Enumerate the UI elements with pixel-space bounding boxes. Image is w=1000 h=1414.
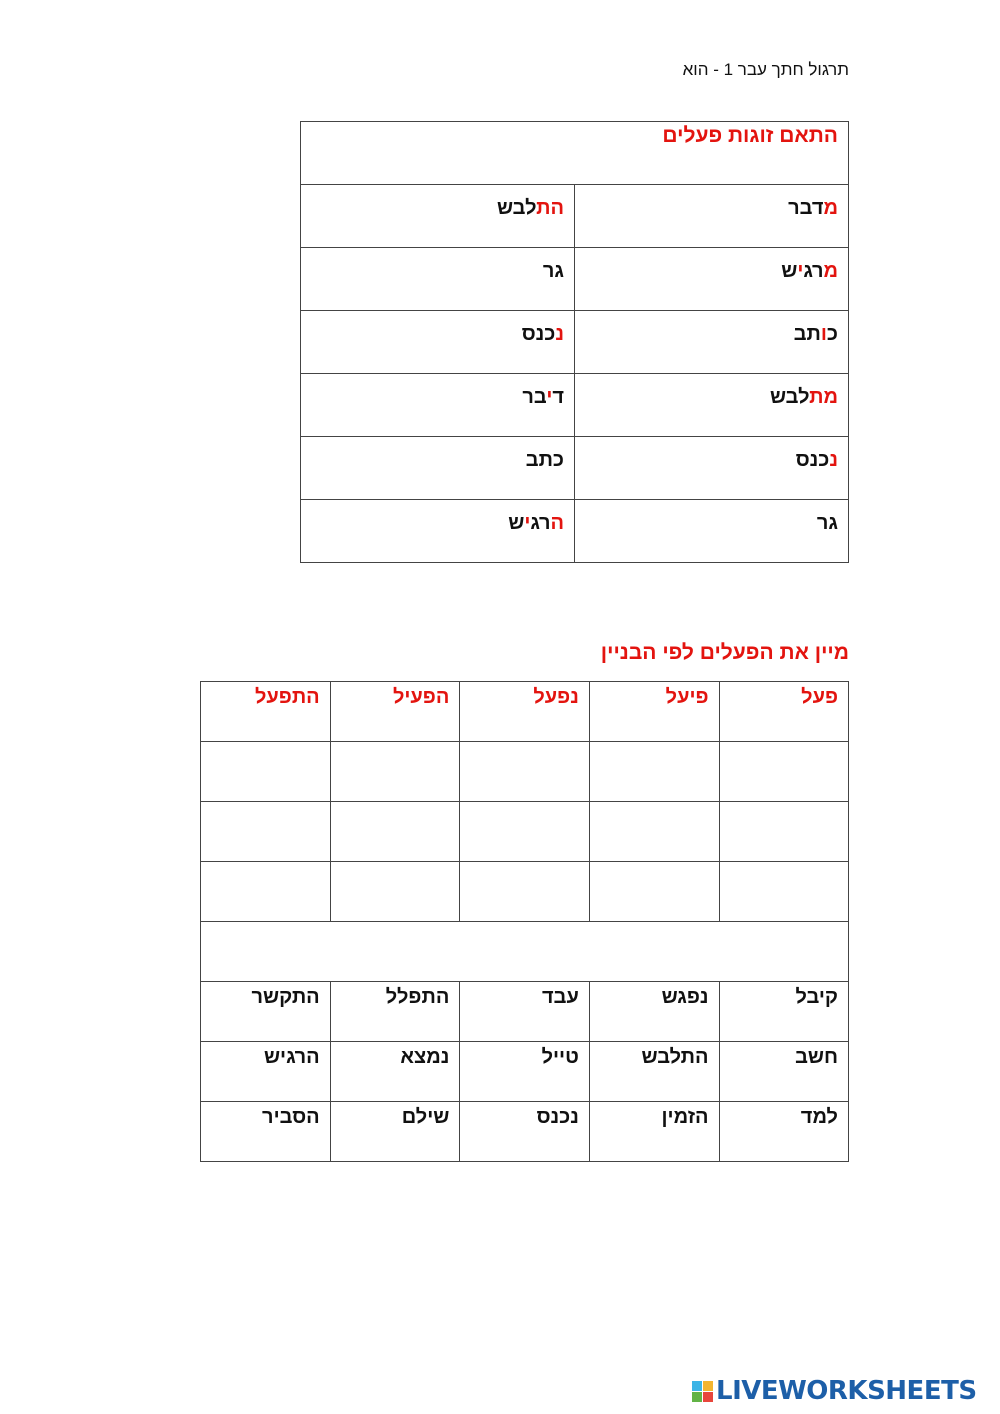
word-row-cell (201, 1042, 331, 1102)
word-row-cell (719, 1102, 848, 1162)
word-row-cell (589, 982, 719, 1042)
verb-left (301, 185, 574, 220)
match-cell-right[interactable] (575, 248, 849, 311)
verb-left (301, 311, 574, 346)
verb-left (301, 500, 574, 535)
verb-segment: נ (829, 449, 838, 471)
spacer-row (201, 922, 849, 982)
match-cell-right[interactable] (575, 500, 849, 563)
verb-segment: ד (552, 386, 564, 408)
verb-segment: הת (536, 197, 564, 219)
verb-segment: מ (823, 260, 838, 282)
match-row (301, 248, 849, 311)
logo-text: LIVEWORKSHEETS (716, 1376, 977, 1406)
match-row (301, 437, 849, 500)
answer-row-cell[interactable] (330, 862, 460, 922)
sort-section-title: מיין את הפעלים לפי הבניין (600, 641, 849, 664)
verb-right (575, 500, 848, 535)
header-row-cell (330, 682, 460, 742)
verb-left (301, 248, 574, 283)
verb-segment: תב (793, 323, 821, 345)
answer-row-cell[interactable] (719, 742, 848, 802)
binyan-header: פעל (801, 686, 838, 708)
header-row-cell (589, 682, 719, 742)
match-cell-left[interactable] (301, 248, 575, 311)
verb-segment: י (546, 386, 553, 408)
verb-word[interactable]: הרגיש (263, 1046, 320, 1068)
answer-row-cell[interactable] (201, 862, 331, 922)
binyan-header: פיעל (665, 686, 709, 708)
verb-word[interactable]: הזמין (661, 1106, 709, 1128)
match-cell-left[interactable] (301, 500, 575, 563)
verb-word[interactable]: חשב (795, 1046, 838, 1068)
word-row-cell (589, 1102, 719, 1162)
verb-segment: כ (826, 323, 838, 345)
binyan-header: נפעל (533, 686, 579, 708)
word-row-cell (330, 982, 460, 1042)
answer-row-cell[interactable] (460, 802, 590, 862)
word-row-cell (460, 982, 590, 1042)
word-row (201, 982, 849, 1042)
match-row (301, 500, 849, 563)
verb-segment: רג (530, 512, 551, 534)
answer-row-cell[interactable] (330, 802, 460, 862)
verb-left (301, 374, 574, 409)
word-row-cell (201, 982, 331, 1042)
header-row (201, 682, 849, 742)
verb-right (575, 374, 848, 409)
match-cell-left[interactable] (301, 311, 575, 374)
answer-row-cell[interactable] (201, 742, 331, 802)
answer-row-cell[interactable] (201, 802, 331, 862)
verb-segment: מת (809, 386, 838, 408)
answer-row-cell[interactable] (460, 862, 590, 922)
page-header: תרגול חתך עבר 1 - הוא (682, 60, 849, 79)
verb-segment: בר (522, 386, 547, 408)
word-row-cell (589, 1042, 719, 1102)
word-row-cell (330, 1042, 460, 1102)
match-cell-right[interactable] (575, 437, 849, 500)
verb-segment: י (797, 260, 804, 282)
spacer-cell (201, 922, 849, 982)
verb-right (575, 185, 848, 220)
header-row-cell (719, 682, 848, 742)
match-row (301, 185, 849, 248)
verb-word[interactable]: נכנס (536, 1106, 579, 1128)
word-row-cell (460, 1102, 590, 1162)
verb-right (575, 248, 848, 283)
match-row (301, 311, 849, 374)
verb-word[interactable]: הסביר (262, 1106, 320, 1128)
verb-segment: לבש (769, 386, 810, 408)
verb-right (575, 311, 848, 346)
answer-row (201, 862, 849, 922)
answer-row-cell[interactable] (719, 862, 848, 922)
verb-segment: רג (803, 260, 824, 282)
verb-word[interactable]: נמצא (400, 1046, 450, 1068)
match-section-title: התאם זוגות פעלים (662, 124, 838, 147)
verb-segment: כנס (795, 449, 830, 471)
match-title-cell (301, 122, 849, 185)
match-cell-left[interactable] (301, 374, 575, 437)
binyan-header: הפעיל (392, 686, 450, 708)
match-cell-left[interactable] (301, 185, 575, 248)
verb-segment: לבש (496, 197, 537, 219)
match-cell-right[interactable] (575, 185, 849, 248)
verb-word[interactable]: שילם (401, 1106, 450, 1128)
answer-row (201, 802, 849, 862)
verb-word[interactable]: למד (800, 1106, 838, 1128)
logo-square (703, 1381, 713, 1391)
verb-segment: גר (816, 512, 838, 534)
answer-row-cell[interactable] (589, 742, 719, 802)
word-row-cell (460, 1042, 590, 1102)
answer-row-cell[interactable] (589, 802, 719, 862)
word-row-cell (201, 1102, 331, 1162)
verb-segment: ש (508, 512, 525, 534)
answer-row-cell[interactable] (589, 862, 719, 922)
binyan-header: התפעל (254, 686, 320, 708)
sort-by-binyan-table (200, 681, 849, 1162)
verb-word[interactable]: עבד (542, 986, 579, 1008)
verb-word[interactable]: התקשר (251, 986, 320, 1008)
verb-segment: כתב (525, 449, 564, 471)
word-row (201, 1102, 849, 1162)
verb-segment: דבר (788, 197, 824, 219)
verb-segment: גר (542, 260, 564, 282)
verb-segment: ש (781, 260, 798, 282)
match-cell-right[interactable] (575, 311, 849, 374)
match-row (301, 374, 849, 437)
verb-word[interactable]: טייל (541, 1046, 579, 1068)
word-row-cell (719, 1042, 848, 1102)
verb-segment: י (524, 512, 531, 534)
match-pairs-table (300, 121, 849, 563)
verb-word[interactable]: נפגש (661, 986, 709, 1008)
verb-word[interactable]: התפלל (385, 986, 450, 1008)
verb-segment: ו (820, 323, 827, 345)
header-row-cell (201, 682, 331, 742)
logo-square (692, 1392, 702, 1402)
answer-row-cell[interactable] (460, 742, 590, 802)
answer-row-cell[interactable] (719, 802, 848, 862)
word-row-cell (330, 1102, 460, 1162)
header-row-cell (460, 682, 590, 742)
logo-squares-icon (692, 1381, 713, 1402)
answer-row-cell[interactable] (330, 742, 460, 802)
verb-right (575, 437, 848, 472)
logo-square (692, 1381, 702, 1391)
word-row (201, 1042, 849, 1102)
verb-word[interactable]: התלבש (641, 1046, 709, 1068)
word-row-cell (719, 982, 848, 1042)
match-cell-right[interactable] (575, 374, 849, 437)
match-cell-left[interactable] (301, 437, 575, 500)
verb-segment: מ (823, 197, 838, 219)
verb-word[interactable]: קיבל (795, 986, 838, 1008)
liveworksheets-logo (692, 1375, 977, 1407)
verb-segment: נ (555, 323, 564, 345)
verb-segment: ה (550, 512, 564, 534)
verb-left (301, 437, 574, 472)
verb-segment: כנס (521, 323, 556, 345)
answer-row (201, 742, 849, 802)
logo-square (703, 1392, 713, 1402)
